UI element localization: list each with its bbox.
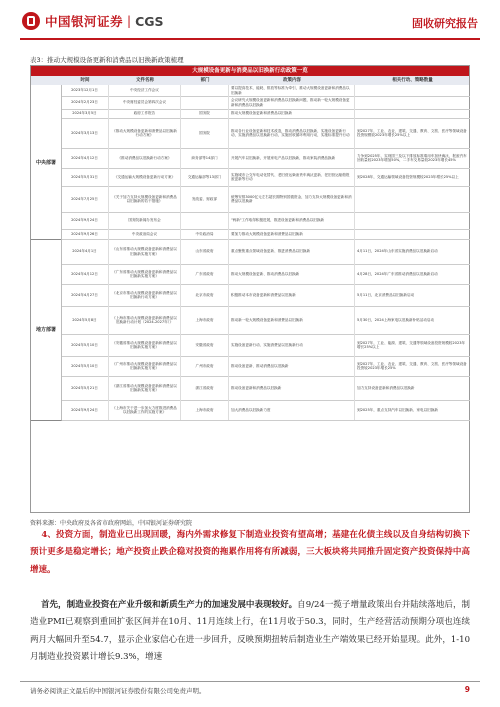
row-date: 2024年4月1日 xyxy=(61,239,109,264)
paragraph-body: 自9/24一揽子增量政策出台并陆续落地后，制造业PMI已观察到重回扩张区间并在10月、11月连续上行，在11月收于50.3，同时，生产经营活动预期分项也连续两月大幅回升至54.7，显示企业家信心在进一步回升，反映预期扭转后制造业生产端效果已经开始显现。此外，1-10月制造业投资累计增长9.3%，增速 xyxy=(30,600,470,663)
row-targets: 到2027年，工业、农业、建筑、交通、教育、文旅、医疗等领域设备投资规模较2023年增长25%以上 xyxy=(357,128,467,137)
report-header xyxy=(0,0,500,40)
table-row xyxy=(61,239,470,265)
row-document: 《北京市推动大规模设备更新和消费品以旧换新行动方案》 xyxy=(109,284,181,306)
row-targets: 5月11日，北京消费品以旧换新启动 xyxy=(357,292,415,297)
brand-separator: | xyxy=(127,14,132,28)
row-content: 加大消费品以旧换新力度 xyxy=(229,400,355,420)
table-row xyxy=(61,168,470,187)
row-date: 2024年5月31日 xyxy=(61,168,109,186)
table-caption: 表3：推动大规模设备更新和消费品以旧换新政策梳理 xyxy=(30,56,184,64)
row-date: 2024年4月12日 xyxy=(61,148,109,168)
table-source: 资料来源：中央政府及各省市政府网站，中国银河证券研究院 xyxy=(30,520,193,527)
table-title: 大规模设备更新与消费品以旧换新行动政策一览 xyxy=(31,66,469,76)
row-targets: 5月30日，2024上海家电以旧换新补贴活动启动 xyxy=(357,317,435,322)
row-department: 上海市政府 xyxy=(181,400,229,420)
row-department: 北京市政府 xyxy=(181,284,229,306)
table-row xyxy=(61,96,470,110)
row-department: 广州市政府 xyxy=(181,356,229,376)
paragraph-investment xyxy=(30,527,470,579)
row-targets xyxy=(355,96,470,109)
column-header-document: 文件名称 xyxy=(136,78,154,83)
row-department: 浙江省政府 xyxy=(181,376,229,400)
row-document: 《广州市推动大规模设备更新和消费品以旧换新实施方案》 xyxy=(109,356,181,376)
row-content: 会议研究大规模设备更新和消费品以旧换新问题，推动新一轮大规模设备更新和消费品以旧换新 xyxy=(229,96,355,109)
row-department: 交通运输部等13部门 xyxy=(181,168,229,186)
row-document: 《推动消费品以旧换新行动方案》 xyxy=(109,148,181,168)
row-targets: 4月28日，2024年广东省推动消费品以旧换新启动 xyxy=(357,271,438,276)
table-row xyxy=(61,334,470,357)
row-document: 《推动大规模设备更新和消费品以旧换新行动方案》 xyxy=(109,118,181,148)
row-document: 中央财经委员会第四次会议 xyxy=(109,96,181,109)
table-row xyxy=(61,186,470,213)
row-document: 国务院新闻办发布会 xyxy=(109,212,181,229)
row-targets xyxy=(355,186,470,212)
table-row xyxy=(61,306,470,335)
column-header-targets: 相关行动、策略数量 xyxy=(392,78,433,83)
header-divider xyxy=(20,38,480,40)
row-content: 推动设备更新、推动消费品以旧换新 xyxy=(229,356,355,376)
row-document: 中央政治局会议 xyxy=(109,229,181,239)
table-row xyxy=(61,212,470,230)
row-department: 国务院 xyxy=(181,109,229,118)
row-date: 2024年4月27日 xyxy=(61,284,109,306)
paragraph-lead: 首先，制造业投资在产业升级和新质生产力的加速发展中表现较好。 xyxy=(40,600,298,610)
row-department: 广东省政府 xyxy=(181,264,229,284)
row-targets xyxy=(355,212,470,229)
row-group-label: 地方部署 xyxy=(31,239,62,421)
row-targets xyxy=(355,85,470,96)
row-date: 2024年2月23日 xyxy=(61,96,109,109)
row-date: 2023年12月1日 xyxy=(61,85,109,96)
row-department xyxy=(181,85,229,96)
footer-divider xyxy=(20,681,480,682)
row-document: 政府工作报告 xyxy=(109,109,181,118)
brand-logo xyxy=(22,12,164,30)
row-targets xyxy=(355,229,470,239)
row-document: 中央经济工作会议 xyxy=(109,85,181,96)
policy-table xyxy=(30,65,470,513)
row-department xyxy=(181,96,229,109)
row-date: 2024年3月5日 xyxy=(61,109,109,118)
paragraph-manufacturing xyxy=(30,597,470,667)
row-content: "两新"工作取得积极进展，推进设备更新和消费品以旧换新 xyxy=(229,212,355,229)
row-content: 推动各行业设备更新和技术改造，推动消费品以旧换新，实施设备更新行动，实施消费品以旧换新行动，实施回收循环利用行动，实施标准提升行动 xyxy=(229,118,355,148)
row-targets: 到2027年，工业、能源、建筑、交通等领域设备投资规模较2023年增长25%以上 xyxy=(357,340,466,349)
row-content: 统筹安排3000亿元左右超长期特别国债资金，加力支持大规模设备更新和消费品以旧换新 xyxy=(229,186,355,212)
row-date: 2024年7月25日 xyxy=(61,186,109,212)
report-type: 固收研究报告 xyxy=(412,17,478,30)
row-date: 2024年5月8日 xyxy=(61,306,109,334)
row-department: 发改委、财政部 xyxy=(181,186,229,212)
row-date: 2024年5月10日 xyxy=(61,356,109,376)
row-targets: 到2025年，重点支持汽车以旧换新、家电以旧换新 xyxy=(357,407,439,412)
brand-name-en: CGS xyxy=(135,13,164,29)
row-content: 开展汽车以旧换新，开展家电产品以旧换新，推动家装消费品换新 xyxy=(229,148,355,168)
row-document: 《山东省推动大规模设备更新和消费品以旧换新实施方案》 xyxy=(109,239,181,264)
row-department: 商务部等14部门 xyxy=(181,148,229,168)
table-row xyxy=(61,148,470,169)
row-targets: 4月11日，2024年山东省实施消费品以旧换新启动 xyxy=(357,249,438,254)
row-date: 2024年3月13日 xyxy=(61,118,109,148)
row-content: 实施设备更新行动、实施消费品以旧换新行动 xyxy=(229,334,355,356)
row-department xyxy=(181,212,229,229)
row-content: 重点聚焦重点领域设备更新、推进消费品以旧换新 xyxy=(229,239,355,264)
row-document: 《广东省推动大规模设备更新和消费品以旧换新实施方案》 xyxy=(109,264,181,284)
table-row xyxy=(61,118,470,149)
row-content: 实施城市公交车电动化替代、老旧营运柴油货车淘汰更新、老旧营运船舶报废更新等行动 xyxy=(229,168,355,186)
table-row xyxy=(61,376,470,401)
row-group-label: 中央部署 xyxy=(31,85,62,240)
bank-logo-icon xyxy=(22,12,40,30)
brand-name: 中国银河证券 xyxy=(45,14,124,29)
column-header-department: 部门 xyxy=(200,78,210,83)
row-targets: 到2028年，交通运输领域设备投资规模较2023年增长25%以上 xyxy=(357,174,459,179)
row-content: 要加力推动大规模设备更新和消费品以旧换新 xyxy=(229,229,355,239)
table-row xyxy=(61,264,470,285)
row-date: 2024年5月10日 xyxy=(61,334,109,356)
row-document: 《关于加力支持大规模设备更新和消费品以旧换新的若干措施》 xyxy=(109,186,181,212)
row-department: 山东省政府 xyxy=(181,239,229,264)
row-content: 积极推动本市设备更新和消费品以旧换新 xyxy=(229,284,355,306)
row-date: 2024年4月12日 xyxy=(61,264,109,284)
row-date: 2024年5月21日 xyxy=(61,376,109,400)
table-row xyxy=(61,356,470,377)
row-document: 《浙江省推动大规模设备更新和消费品以旧换新实施方案》 xyxy=(109,376,181,400)
page-number: 9 xyxy=(464,685,470,694)
table-row xyxy=(61,400,470,421)
row-date: 2024年9月24日 xyxy=(61,212,109,229)
row-department: 中央政治局 xyxy=(181,229,229,239)
row-targets xyxy=(355,109,470,118)
row-content: 推动大规模设备更新和消费品以旧换新 xyxy=(229,109,355,118)
row-department: 上海市政府 xyxy=(181,306,229,334)
table-header xyxy=(31,76,469,85)
table-row xyxy=(61,284,470,307)
row-document: 《安徽省推动大规模设备更新和消费品以旧换新实施方案》 xyxy=(109,334,181,356)
row-content: 推动设备更新和消费品以旧换新 xyxy=(229,376,355,400)
paragraph-highlight: 投资方面，制造业已出现回暖，海内外需求修复下制造业投资有望高增；基建在化债主线以及自身结构切换下预计更多是稳定增长；地产投资止跌企稳对投资的拖累作用将有所减弱，三大板块将共同推升固定资产投资保持中高增速。 xyxy=(30,530,470,575)
footer-disclaimer: 请务必阅读正文最后的中国银河证券股份有限公司免责声明。 xyxy=(30,687,206,695)
column-header-content: 政策内容 xyxy=(283,78,301,83)
row-document: 《交通运输大规模设备更新行动方案》 xyxy=(109,168,181,186)
row-date: 2024年9月24日 xyxy=(61,400,109,420)
paragraph-number: 4、 xyxy=(41,530,56,540)
row-department: 国务院 xyxy=(181,118,229,148)
row-content: 推动新一轮大规模设备更新和消费品以旧换新 xyxy=(229,306,355,334)
row-document: 《上海市推动大规模设备更新和消费品以旧换新行动计划（2024-2027年）》 xyxy=(109,306,181,334)
row-content: 推动大规模设备更新、推动消费品以旧换新 xyxy=(229,264,355,284)
column-header-date: 时间 xyxy=(80,78,90,83)
row-date: 2024年9月26日 xyxy=(61,229,109,239)
row-targets: 力争到2025年，实现国三及以下排放标准乘用车加快淘汰，报废汽车回收量较2023年增加50%，二手车交易量较2023年增长45% xyxy=(357,153,467,162)
row-document: 《上海市关于进一步加大力度推进消费品以旧换新工作的实施方案》 xyxy=(109,400,181,420)
row-department: 安徽省政府 xyxy=(181,334,229,356)
row-content: 要以提高技术、能耗、排放等标准为牵引，推动大规模设备更新和消费品以旧换新 xyxy=(229,85,355,96)
row-targets: 加力支持设备更新和消费品以旧换新 xyxy=(357,385,415,390)
row-targets: 到2027年，工业、农业、建筑、交通、教育、文旅、医疗等领域设备投资较2023年增长25% xyxy=(357,361,467,370)
